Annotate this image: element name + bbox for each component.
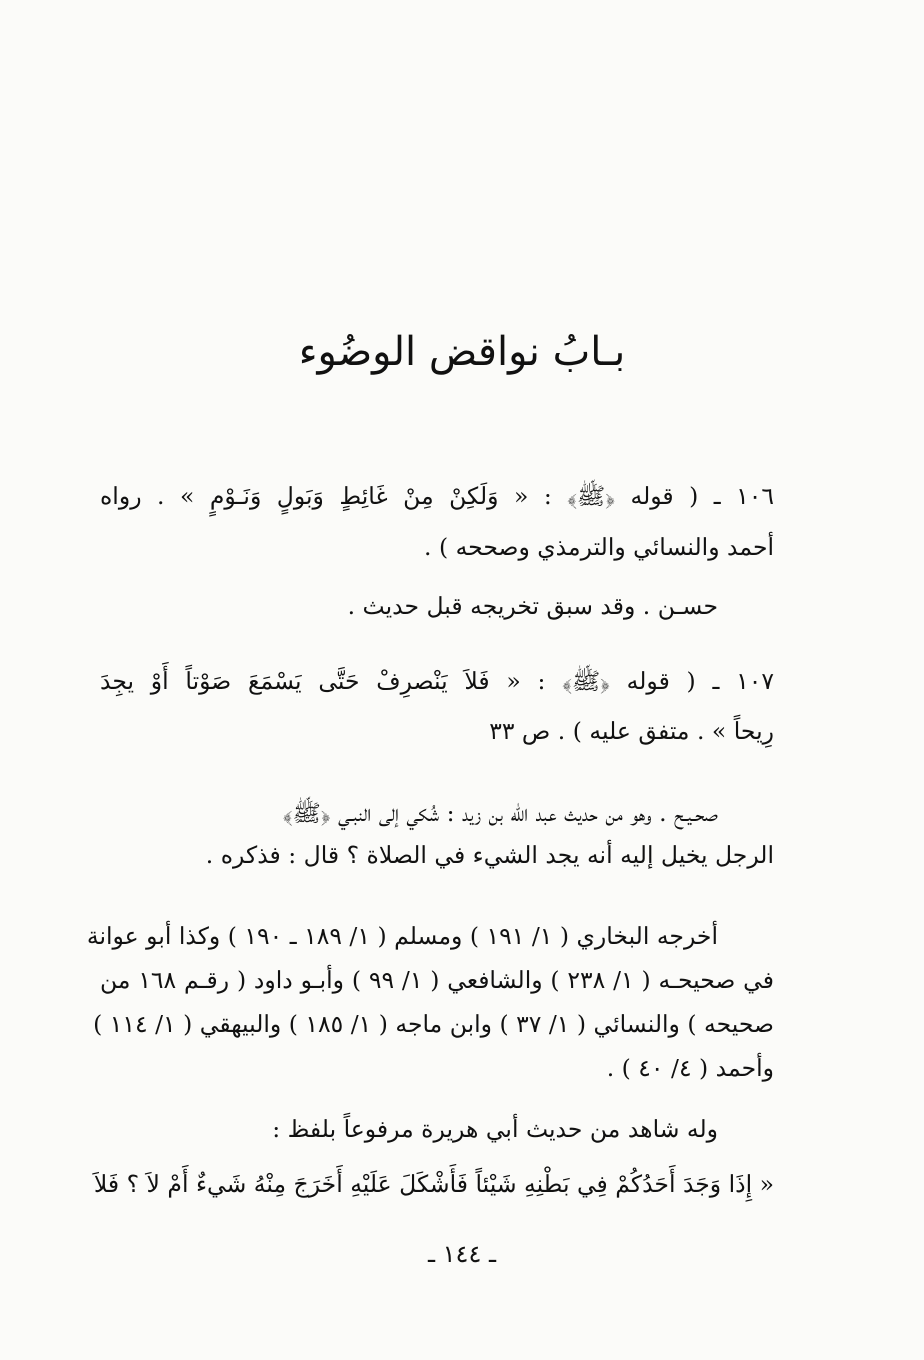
witness-intro: وله شاهد من حديث أبي هريرة مرفوعاً بلفظ : bbox=[272, 1115, 718, 1143]
hadith-107-grading: صحـيـح . وهو من حديث عبد الله بن زيد : شُكي إلى النبـي ﴿ﷺ﴾ bbox=[282, 799, 718, 827]
takhrij-line-2: في صحيحـه ( ١/ ٢٣٨ ) والشافعي ( ١/ ٩٩ ) وأبـو داود ( رقـم ١٦٨ من bbox=[100, 966, 775, 994]
takhrij-line-1: أخرجه البخاري ( ١/ ١٩١ ) ومسلم ( ١/ ١٨٩ ـ ١٩٠ ) وكذا أبو عوانة bbox=[86, 922, 718, 950]
hadith-107-line-2: رِيحاً » . متفق عليه ) . ص ٣٣ bbox=[489, 717, 774, 745]
hadith-107-line-1: ١٠٧ ـ ( قوله ﴿ﷺ﴾ : « فَلاَ يَنْصرِفْ حَتَّى يَسْمَعَ صَوْتاً أَوْ يجِدَ bbox=[100, 667, 774, 695]
hadith-106-grading: حسـن . وقد سبق تخريجه قبل حديث . bbox=[347, 592, 718, 620]
hadith-107-grading-cont: الرجل يخيل إليه أنه يجد الشيء في الصلاة ؟ قال : فذكره . bbox=[205, 841, 774, 869]
witness-hadith-text: « إِذَا وَجَدَ أَحَدُكُمْ فِي بَطْنِهِ شَيْئاً فَأَشْكَلَ عَلَيْهِ أَخَرَجَ مِنْهُ شَيءٌ أَمْ لاَ ؟ فَلاَ bbox=[93, 1170, 774, 1198]
hadith-106-line-1: ١٠٦ ـ ( قوله ﴿ﷺ﴾ : « وَلَكِنْ مِنْ غَائِطٍ وَبَولٍ وَنَـوْمٍ » . رواه bbox=[100, 482, 774, 510]
page-number: ـ ١٤٤ ـ bbox=[427, 1240, 496, 1268]
takhrij-line-3: صحيحه ) والنسائي ( ١/ ٣٧ ) وابن ماجه ( ١/ ١٨٥ ) والبيهقي ( ١/ ١١٤ ) bbox=[93, 1010, 774, 1038]
hadith-106-line-2: أحمد والنسائي والترمذي وصححه ) . bbox=[424, 533, 774, 561]
chapter-title: بـابُ نواقض الوضُوء bbox=[298, 329, 626, 375]
takhrij-line-4: وأحمد ( ٤/ ٤٠ ) . bbox=[606, 1054, 774, 1082]
